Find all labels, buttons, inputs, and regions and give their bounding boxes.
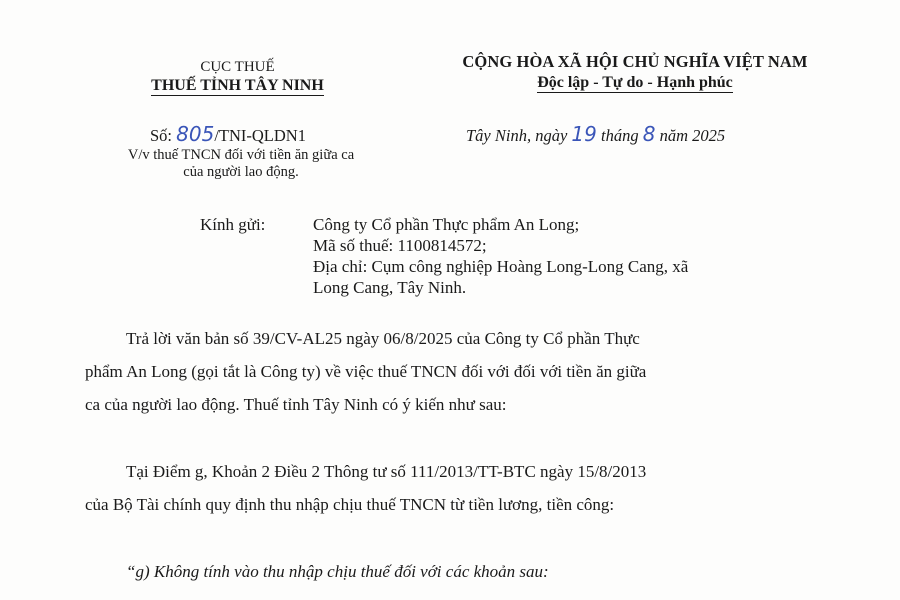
paragraph-quote [85, 555, 845, 588]
number-prefix: Số: [150, 126, 173, 145]
paragraph-line: của Bộ Tài chính quy định thu nhập chịu thuế TNCN từ tiền lương, tiền công: [85, 495, 615, 514]
national-header [420, 52, 850, 93]
parent-agency: CỤC THUẾ [200, 59, 275, 75]
paragraph-line: ca của người lao động. Thuế tỉnh Tây Ninh có ý kiến như sau: [85, 395, 507, 414]
paragraph-regulation [85, 455, 845, 521]
subject-line-2: của người lao động. [183, 164, 299, 180]
number-suffix: /TNI-QLDN1 [214, 126, 306, 145]
paragraph-line: phẩm An Long (gọi tắt là Công ty) về việc thuế TNCN đối với đối với tiền ăn giữa [85, 362, 647, 381]
recipient-tax-code: Mã số thuế: 1100814572; [313, 236, 487, 255]
handwritten-day: 19 [571, 122, 597, 146]
recipient-address-line-2: Long Cang, Tây Ninh. [313, 278, 467, 297]
recipient-label: Kính gửi: [200, 215, 266, 234]
paragraph-reply [85, 322, 845, 421]
agency-name: THUẾ TỈNH TÂY NINH [151, 77, 324, 94]
recipient-address-line-1: Địa chỉ: Cụm công nghiệp Hoàng Long-Long Cang, xã [313, 257, 689, 276]
document-number [150, 124, 306, 146]
year-label: năm 2025 [659, 126, 726, 145]
national-motto: Độc lập - Tự do - Hạnh phúc [537, 74, 733, 91]
handwritten-month: 8 [642, 122, 656, 146]
nation-title: CỘNG HÒA XÃ HỘI CHỦ NGHĨA VIỆT NAM [462, 52, 808, 71]
month-label: tháng [601, 126, 639, 145]
recipient-name: Công ty Cổ phần Thực phẩm An Long; [313, 215, 580, 234]
issuing-agency [115, 58, 360, 96]
subject-line-1: V/v thuế TNCN đối với tiền ăn giữa ca [127, 147, 355, 163]
paragraph-line: Trả lời văn bản số 39/CV-AL25 ngày 06/8/2025 của Công ty Cổ phần Thực [126, 329, 640, 348]
place-label: Tây Ninh, ngày [466, 126, 568, 145]
handwritten-number: 805 [176, 122, 215, 146]
quote-line: “g) Không tính vào thu nhập chịu thuế đối với các khoản sau: [126, 562, 549, 581]
place-date [466, 124, 725, 146]
document-subject [85, 147, 397, 181]
paragraph-line: Tại Điểm g, Khoản 2 Điều 2 Thông tư số 111/2013/TT-BTC ngày 15/8/2013 [126, 462, 647, 481]
